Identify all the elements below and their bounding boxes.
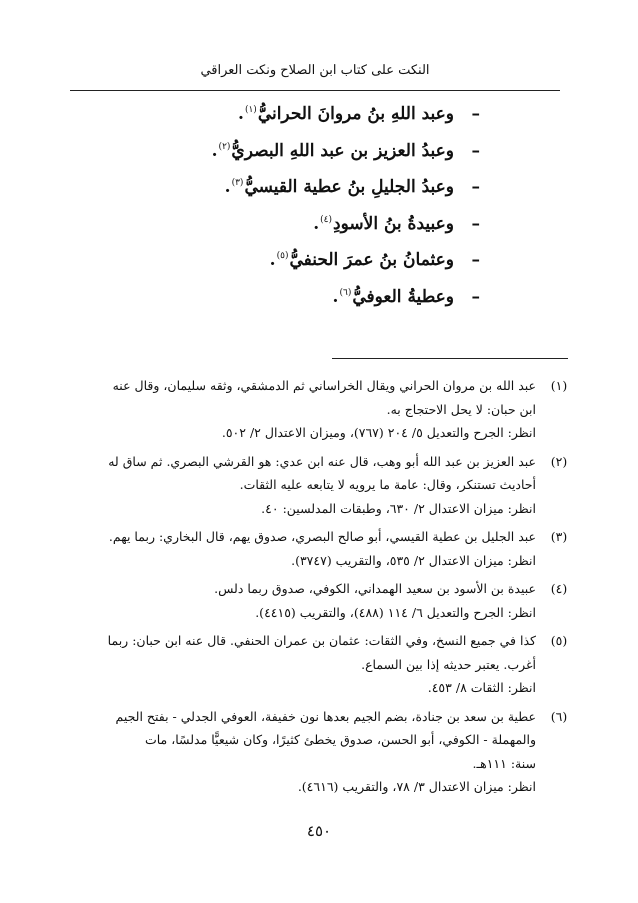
footnote-body [52,577,536,624]
narrator-item [90,141,480,178]
name-end-punct: . [211,140,218,161]
footnote-line: انظر: الجرح والتعديل ٥/ ٢٠٤ (٧٦٧)، وميزان الاعتدال ٢/ ٥٠٢. [221,425,536,440]
list-dash: – [471,213,480,234]
name-end-punct: . [238,104,244,124]
list-dash: – [471,250,480,270]
narrator-name-text: وعبيدةُ بنُ الأسودِ [333,213,454,234]
footnote-separator [332,358,568,359]
name-end-punct: . [269,250,276,270]
narrator-name-text: وعبد اللهِ بنُ مروانَ الحرانيُّ [257,104,454,124]
footnote-ref: (٢) [218,141,231,152]
name-end-punct: . [224,177,231,197]
footnote-line: انظر: ميزان الاعتدال ٢/ ٦٣٠، وطبقات المدلسين: ٤٠. [261,500,536,516]
footnote-line: سنة: ١١١هـ. [472,755,536,771]
list-dash: – [471,286,480,307]
footnote-line: عبد الله بن مروان الحراني ويقال الخراساني ثم الدمشقي، وثقه سليمان، وقال عنه [112,378,536,393]
footnote-line: انظر: الثقات ٨/ ٤٥٣. [427,680,536,695]
footnote-body [52,450,536,521]
footnote-line: انظر: الجرح والتعديل ٦/ ١١٤ (٤٨٨)، والتقريب (٤٤١٥). [255,604,536,620]
narrator-name [270,250,454,270]
footnotes [52,374,582,804]
footnote [52,525,582,572]
footnote-line: ابن حبان: لا يحل الاحتجاج به. [386,401,536,417]
narrator-name [313,214,454,234]
footnote-body [52,705,536,799]
narrator-item [90,214,480,251]
list-dash: – [471,140,480,161]
narrator-list [90,104,480,323]
footnote [52,374,582,445]
footnote [52,629,582,700]
footnote-ref: (٣) [231,178,244,189]
page-number: ٤٥٠ [306,822,332,840]
footnote-line: عطية بن سعد بن جنادة، بضم الجيم بعدها نون خفيفة، العوفي الجدلي - بفتح الجيم [115,708,536,724]
list-dash: – [471,104,480,124]
footnote-line: عبد الجليل بن عطية القيسي، أبو صالح البصري، صدوق يهم، قال البخاري: ربما يهم. [108,529,536,544]
footnote-line: والمهملة - الكوفي، أبو الحسن، صدوق يخطئ كثيرًا، وكان شيعيًّا مدلسًا، مات [144,732,536,747]
footnote-line: عبيدة بن الأسود بن سعيد الهمداني، الكوفي، صدوق ربما دلس. [214,581,536,596]
narrator-name-text: وعطيةُ العوفيُّ [352,286,454,307]
footnote-line: أغرب. يعتبر حديثه إذا بين السماع. [361,656,536,672]
footnote-ref: (١) [244,105,257,116]
footnote-line: انظر: ميزان الاعتدال ٢/ ٥٣٥، والتقريب (٣٧٤٧). [291,552,536,568]
running-head: النكت على كتاب ابن الصلاح ونكت العراقي [200,63,430,78]
footnote [52,450,582,521]
footnote-line: أحاديث تستنكر، وقال: عامة ما يرويه لا يتابعه عليه الثقات. [239,477,536,492]
footnote-number: (٢) [550,453,568,469]
footnote-number: (١) [550,378,568,393]
narrator-item [90,287,480,324]
footnote-line: عبد العزيز بن عبد الله أبو وهب، قال عنه ابن عدي: هو القرشي البصري. ثم ساق له [108,453,536,469]
footnote [52,577,582,624]
footnote-body [52,374,536,445]
footnote-body [52,629,536,700]
narrator-name-text: وعبدُ الجليلِ بنُ عطية القيسيُّ [244,177,454,197]
footnote-line: انظر: ميزان الاعتدال ٣/ ٧٨، والتقريب (٤٦١٦). [297,779,536,794]
footnote-ref: (٤) [320,214,333,225]
footnote-ref: (٥) [276,251,289,262]
footnote-body [52,525,536,572]
narrator-name-text: وعبدُ العزيز بن عبد اللهِ البصريُّ [231,140,454,161]
footnote-number: (٤) [550,581,568,596]
name-end-punct: . [332,286,339,307]
header-rule [70,90,560,91]
narrator-name [238,104,454,124]
narrator-name [225,177,454,197]
narrator-item [90,177,480,214]
narrator-name [212,141,454,161]
footnote [52,705,582,799]
narrator-item [90,250,480,287]
narrator-name [333,287,454,307]
narrator-item [90,104,480,141]
footnote-number: (٥) [550,633,568,648]
name-end-punct: . [313,213,320,234]
footnote-number: (٦) [550,708,568,724]
list-dash: – [471,177,480,197]
footnote-line: كذا في جميع النسخ، وفي الثقات: عثمان بن عمران الحنفي. قال عنه ابن حبان: ربما [107,633,536,648]
footnote-ref: (٦) [339,287,352,298]
footnote-number: (٣) [550,529,568,544]
narrator-name-text: وعثمانُ بنُ عمرَ الحنفيُّ [289,250,454,270]
